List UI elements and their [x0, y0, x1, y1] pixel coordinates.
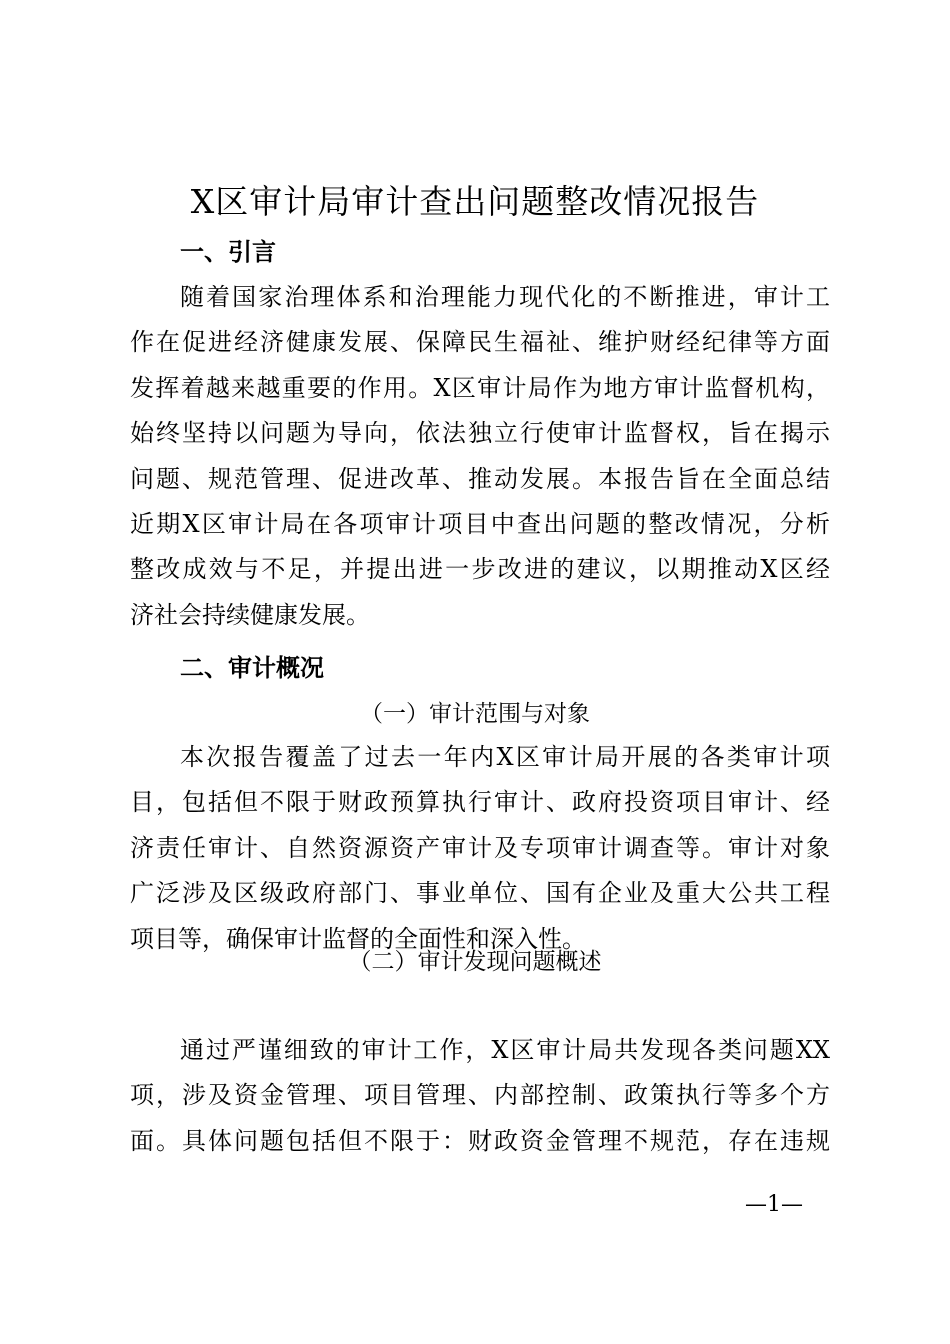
- text-line: 作在促进经济健康发展、保障民生福祉、维护财经纪律等方面: [130, 328, 830, 357]
- text-line: 随着国家治理体系和治理能力现代化的不断推进，审计工: [180, 283, 830, 311]
- subsection-heading-findings: （二）审计发现问题概述: [348, 949, 602, 975]
- text-line: 始终坚持以问题为导向，依法独立行使审计监督权，旨在揭示: [130, 419, 830, 448]
- text-line: 项目等，确保审计监督的全面性和深入性。: [130, 924, 586, 953]
- document-title: X区审计局审计查出问题整改情况报告: [190, 182, 760, 221]
- text-line: 济责任审计、自然资源资产审计及专项审计调查等。审计对象: [130, 833, 830, 862]
- text-line: 本次报告覆盖了过去一年内X区审计局开展的各类审计项: [180, 743, 830, 771]
- text-line: 济社会持续健康发展。: [130, 600, 370, 629]
- text-line: 项，涉及资金管理、项目管理、内部控制、政策执行等多个方: [130, 1081, 830, 1110]
- text-line: 目，包括但不限于财政预算执行审计、政府投资项目审计、经: [130, 788, 830, 817]
- text-line: 面。具体问题包括但不限于：财政资金管理不规范，存在违规: [130, 1126, 830, 1155]
- text-line: 发挥着越来越重要的作用。X区审计局作为地方审计监督机构，: [130, 373, 830, 402]
- text-line: 整改成效与不足，并提出进一步改进的建议，以期推动X区经: [130, 555, 830, 584]
- text-line: 通过严谨细致的审计工作，X区审计局共发现各类问题XX: [180, 1036, 830, 1064]
- text-line: 问题、规范管理、促进改革、推动发展。本报告旨在全面总结: [130, 464, 830, 493]
- page-number: —1—: [745, 1192, 803, 1217]
- text-line: 广泛涉及区级政府部门、事业单位、国有企业及重大公共工程: [130, 879, 830, 908]
- text-line: 近期X区审计局在各项审计项目中查出问题的整改情况，分析: [130, 510, 830, 538]
- subsection-heading-scope: （一）审计范围与对象: [360, 701, 590, 727]
- section-heading-introduction: 一、引言: [180, 238, 276, 266]
- section-heading-audit-overview: 二、审计概况: [180, 654, 324, 682]
